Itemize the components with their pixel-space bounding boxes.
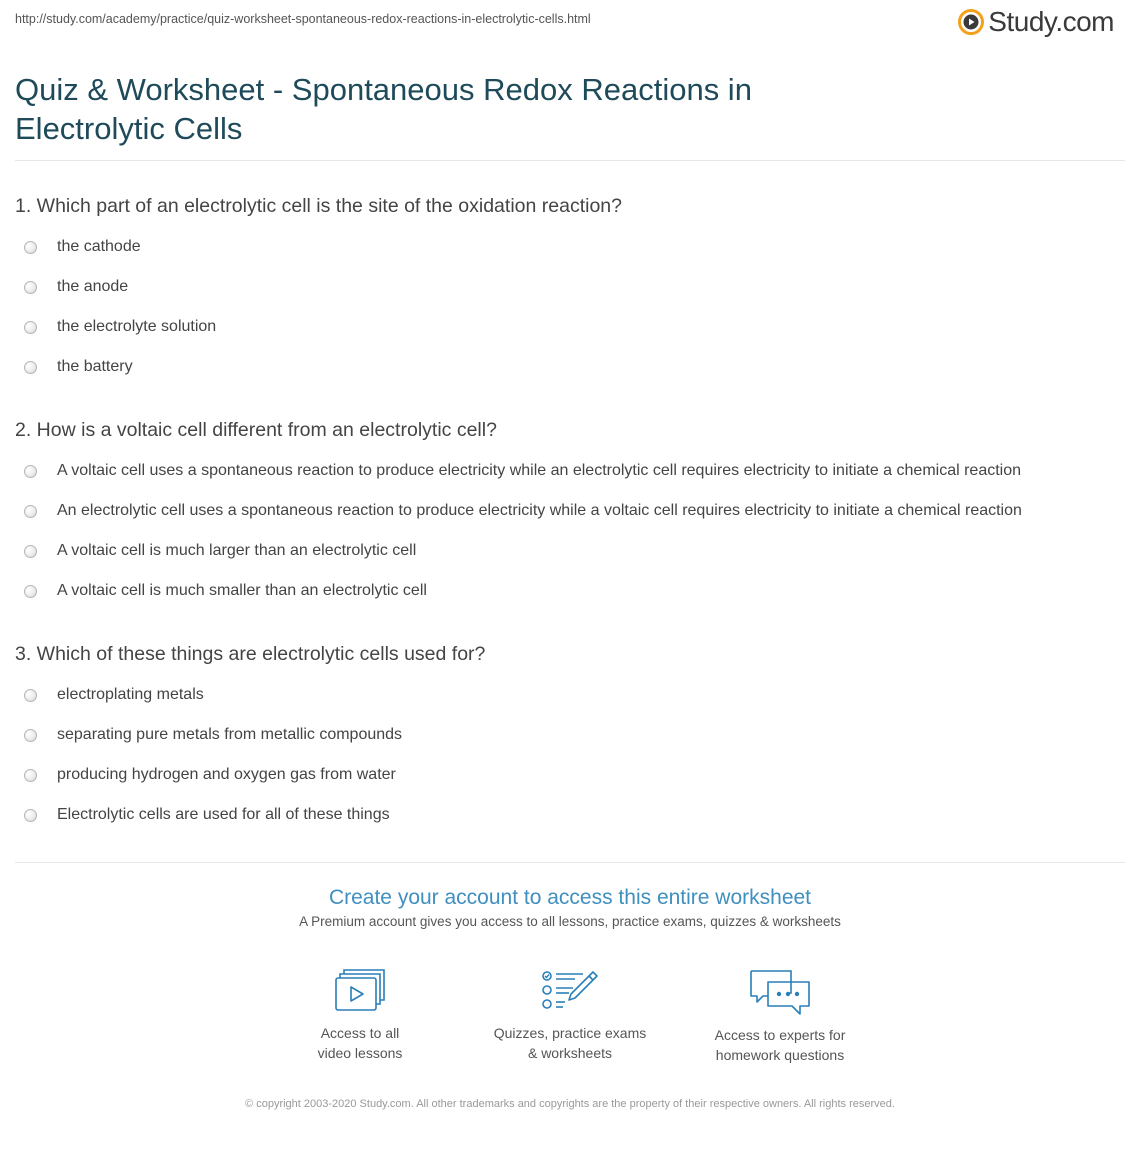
radio-icon[interactable] — [24, 241, 37, 254]
answer-option[interactable] — [15, 451, 1125, 491]
study-logo[interactable] — [958, 6, 1114, 38]
option-label: electroplating metals — [57, 686, 204, 703]
option-label: producing hydrogen and oxygen gas from water — [57, 766, 396, 783]
feature-experts — [690, 968, 870, 1065]
feature-label-line: homework questions — [715, 1047, 845, 1063]
answer-option[interactable] — [15, 307, 1125, 347]
radio-icon[interactable] — [24, 545, 37, 558]
feature-label — [480, 1023, 660, 1063]
radio-icon[interactable] — [24, 505, 37, 518]
cta-title-link[interactable]: Create your account to access this entire worksheet — [328, 886, 812, 909]
premium-features — [270, 968, 870, 1065]
option-label: A voltaic cell is much larger than an electrolytic cell — [57, 542, 417, 559]
feature-label-line: video lessons — [317, 1045, 403, 1061]
option-label: the anode — [57, 278, 129, 295]
chat-bubbles-icon — [748, 968, 812, 1016]
answer-options — [15, 227, 1125, 387]
question-text: 2. How is a voltaic cell different from an electrolytic cell? — [15, 419, 497, 441]
question-3 — [15, 642, 1125, 835]
feature-label-line: Access to experts for — [714, 1027, 846, 1043]
question-text: 1. Which part of an electrolytic cell is the site of the oxidation reaction? — [15, 195, 622, 217]
answer-option[interactable] — [15, 531, 1125, 571]
radio-icon[interactable] — [24, 321, 37, 334]
signup-cta — [0, 886, 1140, 929]
logo-text: Study.com — [988, 6, 1114, 37]
radio-icon[interactable] — [24, 281, 37, 294]
radio-icon[interactable] — [24, 585, 37, 598]
radio-icon[interactable] — [24, 729, 37, 742]
answer-option[interactable] — [15, 755, 1125, 795]
feature-label-line: & worksheets — [527, 1045, 613, 1061]
option-label: A voltaic cell uses a spontaneous reaction to produce electricity while an electrolytic cell requires electricity to initiate a chemical reaction — [57, 462, 1022, 479]
option-label: the cathode — [57, 238, 141, 255]
answer-option[interactable] — [15, 267, 1125, 307]
radio-icon[interactable] — [24, 769, 37, 782]
option-label: Electrolytic cells are used for all of these things — [57, 806, 390, 823]
copyright-notice: © copyright 2003-2020 Study.com. All other trademarks and copyrights are the property of their respective owners. All rights reserved. — [245, 1098, 895, 1110]
page-url: http://study.com/academy/practice/quiz-worksheet-spontaneous-redox-reactions-in-electrolytic-cells.html — [15, 12, 591, 26]
option-label: the electrolyte solution — [57, 318, 217, 335]
feature-label — [690, 1025, 870, 1065]
answer-option[interactable] — [15, 715, 1125, 755]
option-label: separating pure metals from metallic compounds — [57, 726, 403, 743]
title-divider — [15, 160, 1125, 161]
option-label: A voltaic cell is much smaller than an electrolytic cell — [57, 582, 427, 599]
answer-option[interactable] — [15, 571, 1125, 611]
cta-subtitle: A Premium account gives you access to all lessons, practice exams, quizzes & worksheets — [299, 914, 841, 929]
radio-icon[interactable] — [24, 361, 37, 374]
feature-label-line: Access to all — [320, 1025, 400, 1041]
answer-option[interactable] — [15, 491, 1125, 531]
feature-video-lessons — [270, 968, 450, 1065]
quiz-divider — [15, 862, 1125, 863]
feature-label-line: Quizzes, practice exams — [493, 1025, 647, 1041]
feature-label — [270, 1023, 450, 1063]
page-title: Quiz & Worksheet - Spontaneous Redox Reactions in Electrolytic Cells — [15, 72, 752, 146]
feature-quizzes — [480, 968, 660, 1065]
answer-option[interactable] — [15, 675, 1125, 715]
option-label: An electrolytic cell uses a spontaneous reaction to produce electricity while a voltaic cell requires electricity to initiate a chemical reaction — [57, 502, 1022, 519]
play-logo-icon — [958, 9, 984, 35]
quiz-checklist-icon — [541, 968, 599, 1014]
radio-icon[interactable] — [24, 689, 37, 702]
radio-icon[interactable] — [24, 809, 37, 822]
radio-icon[interactable] — [24, 465, 37, 478]
answer-options — [15, 451, 1125, 611]
question-2 — [15, 418, 1125, 611]
question-text: 3. Which of these things are electrolytic cells used for? — [15, 643, 486, 665]
video-lessons-icon — [334, 968, 386, 1014]
option-label: the battery — [57, 358, 133, 375]
answer-option[interactable] — [15, 347, 1125, 387]
answer-options — [15, 675, 1125, 835]
answer-option[interactable] — [15, 227, 1125, 267]
answer-option[interactable] — [15, 795, 1125, 835]
question-1 — [15, 194, 1125, 387]
